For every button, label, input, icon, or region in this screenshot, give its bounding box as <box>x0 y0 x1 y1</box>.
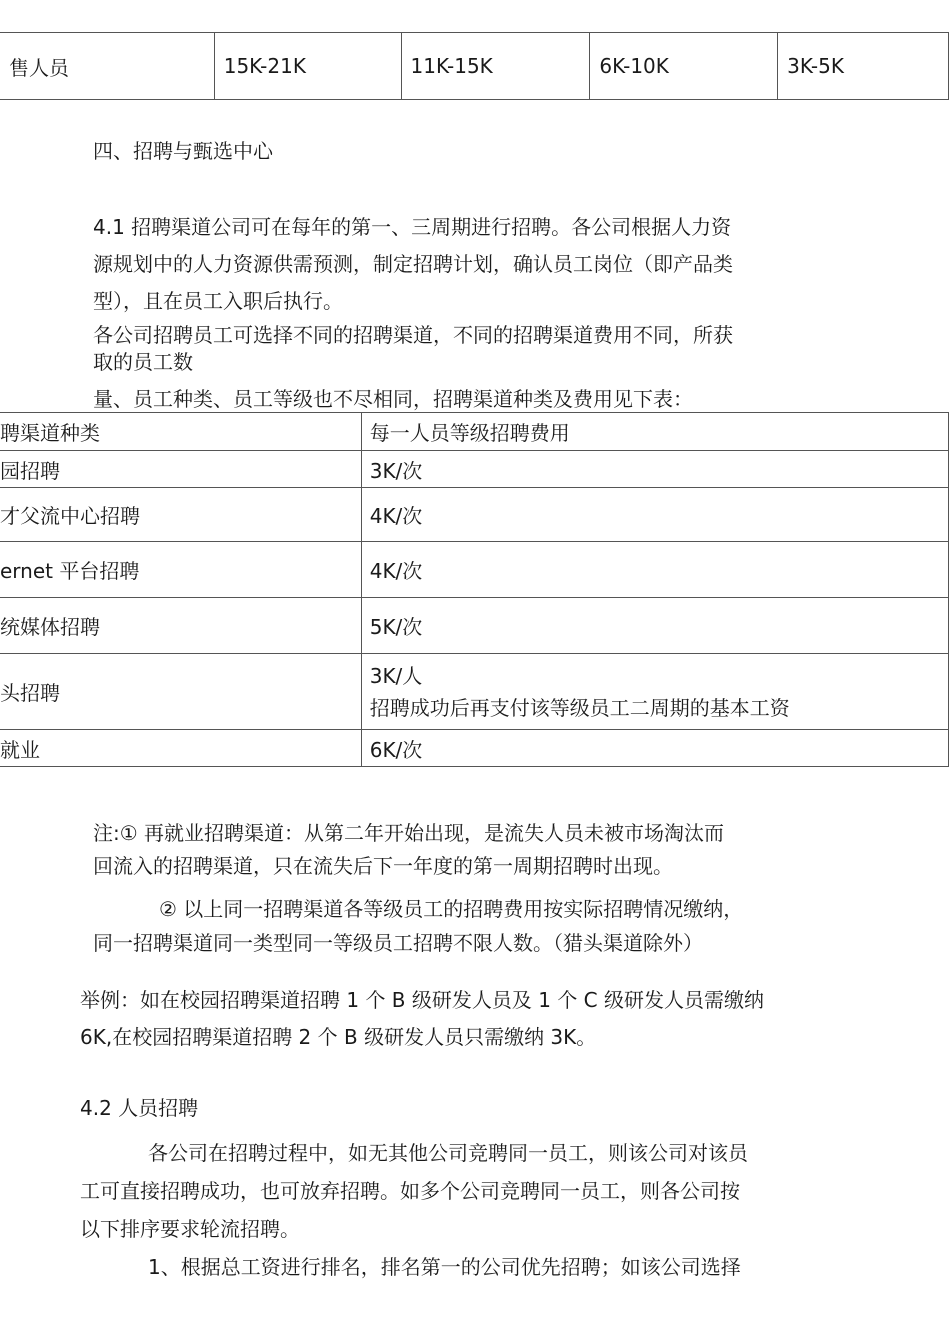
paragraph-channels-intro <box>93 322 733 376</box>
note-1 <box>93 817 724 883</box>
text-line: 工可直接招聘成功，也可放弃招聘。如多个公司竞聘同一员工，则各公司按 <box>80 1179 740 1203</box>
text-line: 1、根据总工资进行排名，排名第一的公司优先招聘；如该公司选择 <box>148 1255 741 1279</box>
table-cell: 11K-15K <box>401 33 590 100</box>
text-line: 回流入的招聘渠道，只在流失后下一年度的第一周期招聘时出现。 <box>93 854 673 878</box>
header-cell-cost: 每一人员等级招聘费用 <box>361 413 948 451</box>
cost-cell <box>361 654 948 730</box>
channel-cell: 统媒体招聘 <box>0 598 361 654</box>
text-line: 各公司招聘员工可选择不同的招聘渠道，不同的招聘渠道费用不同，所获 <box>93 323 733 347</box>
text-line: 型），且在员工入职后执行。 <box>93 289 343 313</box>
cost-note: 招聘成功后再支付该等级员工二周期的基本工资 <box>369 695 790 720</box>
table-row <box>0 451 949 488</box>
table-row <box>0 654 949 730</box>
table-row <box>0 542 949 598</box>
section-heading: 四、招聘与甄选中心 <box>93 139 273 163</box>
header-cell-channel: 聘渠道种类 <box>0 413 361 451</box>
table-row <box>0 598 949 654</box>
text-line: 举例：如在校园招聘渠道招聘 1 个 B 级研发人员及 1 个 C 级研发人员需缴纳 <box>80 988 764 1012</box>
text-line: 以下排序要求轮流招聘。 <box>80 1217 300 1241</box>
text-line: ② 以上同一招聘渠道各等级员工的招聘费用按实际招聘情况缴纳， <box>159 897 744 921</box>
note-2 <box>93 892 743 960</box>
cost-cell: 4K/次 <box>361 542 948 598</box>
channel-cost-table <box>0 412 949 767</box>
table-header-row <box>0 413 949 451</box>
table-row <box>0 33 949 100</box>
channel-cell: 才父流中心招聘 <box>0 488 361 542</box>
table-row <box>0 730 949 767</box>
table-cell: 15K-21K <box>214 33 401 100</box>
section-heading-4-2: 4.2 人员招聘 <box>80 1096 199 1120</box>
channel-cell: ernet 平台招聘 <box>0 542 361 598</box>
cost-cell: 6K/次 <box>361 730 948 767</box>
text-line: 源规划中的人力资源供需预测，制定招聘计划，确认员工岗位（即产品类 <box>93 252 733 276</box>
table-cell: 3K-5K <box>778 33 949 100</box>
text-line: 注:① 再就业招聘渠道：从第二年开始出现，是流失人员未被市场淘汰而 <box>93 821 725 845</box>
cost-cell: 3K/次 <box>361 451 948 488</box>
cost-cell: 4K/次 <box>361 488 948 542</box>
table-cell: 售人员 <box>0 33 214 100</box>
paragraph-4-1 <box>93 209 733 320</box>
table-row <box>0 488 949 542</box>
table-cell: 6K-10K <box>590 33 778 100</box>
example-paragraph <box>80 982 764 1056</box>
channel-cell: 园招聘 <box>0 451 361 488</box>
channel-cell: 头招聘 <box>0 654 361 730</box>
channel-cell: 就业 <box>0 730 361 767</box>
text-line: 量、员工种类、员工等级也不尽相同，招聘渠道种类及费用见下表： <box>93 387 693 411</box>
text-line: 取的员工数 <box>93 350 193 374</box>
paragraph-4-2 <box>80 1134 748 1286</box>
text-line: 各公司在招聘过程中，如无其他公司竞聘同一员工，则该公司对该员 <box>148 1141 748 1165</box>
salary-table <box>0 32 949 100</box>
cost-cell: 5K/次 <box>361 598 948 654</box>
text-line: 同一招聘渠道同一类型同一等级员工招聘不限人数。（猎头渠道除外） <box>93 931 703 955</box>
text-line: 6K,在校园招聘渠道招聘 2 个 B 级研发人员只需缴纳 3K。 <box>80 1025 597 1049</box>
cost-value: 3K/人 <box>369 663 423 688</box>
text-line: 4.1 招聘渠道公司可在每年的第一、三周期进行招聘。各公司根据人力资 <box>93 215 732 239</box>
